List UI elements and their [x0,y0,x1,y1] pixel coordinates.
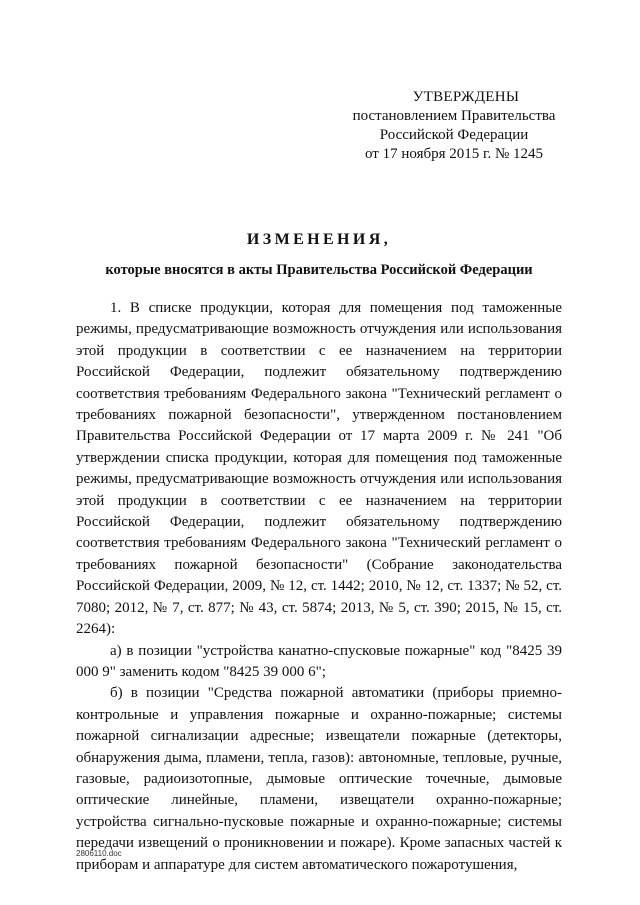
document-body [76,298,562,876]
approval-title: УТВЕРЖДЕНЫ [412,89,520,105]
approval-block [334,88,574,164]
document-heading [76,230,562,279]
paragraph-1: 1. В списке продукции, которая для помещения под таможенные режимы, предусматривающие возможность отчуждения или использования этой продукции в соответствии с ее назначением на территории Российской Федерации, подлежит обязательному подтверждению соответствия требованиям Федерального закона "Технический регламент о требованиях пожарной безопасности", утвержденном постановлением Правительства Российской Федерации от 17 марта 2009 г. № 241 "Об утверждении списка продукции, которая для помещения под таможенные режимы, предусматривающие возможность отчуждения или использования этой продукции в соответствии с ее назначением на территории Российской Федерации, подлежит обязательному подтверждению соответствия требованиям Федерального закона "Технический регламент о требованиях пожарной безопасности" (Собрание законодательства Российской Федерации, 2009, № 12, ст. 1442; 2010, № 12, ст. 1337; № 52, ст. 7080; 2012, № 7, ст. 877; № 43, ст. 5874; 2013, № 5, ст. 390; 2015, № 15, ст. 2264): [76,300,562,638]
approval-line-1: постановлением Правительства [352,108,556,124]
approval-line-3: от 17 ноября 2015 г. № 1245 [364,146,544,162]
paragraph-3: б) в позиции "Средства пожарной автоматики (приборы приемно-контрольные и управления пожарные и охранно-пожарные; системы пожарной сигнализации адресные; извещатели пожарные (детекторы, обнаружения дыма, пламени, тепла, газов): автономные, тепловые, ручные, газовые, радиоизотопные, дымовые оптические точечные, дымовые оптические линейные, пламени, извещатели охранно-пожарные; устройства сигнально-пусковые пожарные и охранно-пожарные; системы передачи извещений о проникновении и пожаре). Кроме запасных частей к приборам и аппаратуре для систем автоматического пожаротушения, [76,685,562,873]
paragraph-2: а) в позиции "устройства канатно-спусковые пожарные" код "8425 39 000 9" заменить кодом "8425 39 000 6"; [76,642,562,680]
footer-filename: 2806110.doc [76,849,122,858]
heading-title: ИЗМЕНЕНИЯ, [246,231,392,248]
heading-subtitle: которые вносятся в акты Правительства Российской Федерации [105,262,533,278]
approval-line-2: Российской Федерации [379,127,529,143]
